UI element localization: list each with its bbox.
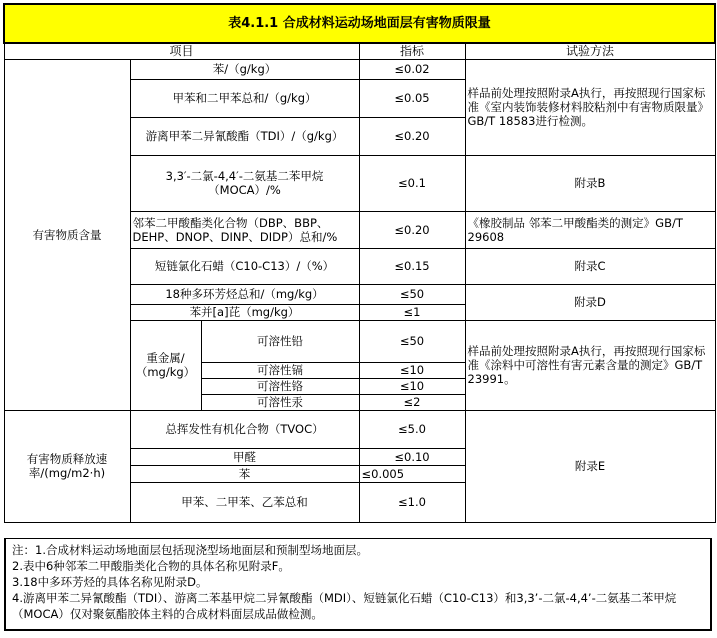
index-cell: ≤0.20 xyxy=(359,211,465,248)
note-line: 4.游离甲苯二异氰酸酯（TDI）、游离二苯基甲烷二异氰酸酯（MDI）、短链氯化石蜡（C10-C13）和3,3’-二氯-4,4’-二氨基二苯甲烷（MOCA）仅对聚氨酯胶体主料的合成材料面层成品做检测。 xyxy=(12,591,677,621)
note-line: 3.18中多环芳烃的具体名称见附录D。 xyxy=(12,575,208,589)
index-cell: ≤0.02 xyxy=(359,59,465,79)
item-cell: 可溶性汞 xyxy=(201,394,359,410)
index-cell: ≤50 xyxy=(359,284,465,304)
index-cell: ≤10 xyxy=(359,362,465,378)
index-cell: ≤0.15 xyxy=(359,248,465,284)
table-title: 表4.1.1 合成材料运动场地面层有害物质限量 xyxy=(4,4,715,43)
method-cell: 样品前处理按照附录A执行，再按照现行国家标准《涂料中可溶性有害元素含量的测定》GB/T 23991。 xyxy=(465,320,715,410)
item-cell: 甲苯、二甲苯、乙苯总和 xyxy=(130,482,359,522)
method-cell: 附录B xyxy=(465,155,715,211)
group-label-release: 有害物质释放速率/(mg/m2·h) xyxy=(4,410,130,522)
item-cell: 甲苯和二甲苯总和/（g/kg） xyxy=(130,79,359,117)
header-method: 试验方法 xyxy=(465,43,715,59)
header-item: 项目 xyxy=(4,43,359,59)
index-cell: ≤0.05 xyxy=(359,79,465,117)
method-cell: 附录D xyxy=(465,284,715,320)
method-cell: 样品前处理按照附录A执行，再按照现行国家标准《室内装饰装修材料胶粘剂中有害物质限量》GB/T 18583进行检测。 xyxy=(465,59,715,155)
index-cell: ≤5.0 xyxy=(359,410,465,448)
item-cell: 短链氯化石蜡（C10-C13）/（%） xyxy=(130,248,359,284)
index-cell: ≤0.1 xyxy=(359,155,465,211)
method-cell: 《橡胶制品 邻苯二甲酸酯类的测定》GB/T 29608 xyxy=(465,211,715,248)
item-cell: 苯 xyxy=(130,465,359,482)
item-cell: 总挥发性有机化合物（TVOC） xyxy=(130,410,359,448)
item-cell: 苯并[a]芘（mg/kg） xyxy=(130,304,359,320)
index-cell: ≤1.0 xyxy=(359,482,465,522)
method-cell: 附录E xyxy=(465,410,715,522)
item-cell: 可溶性铅 xyxy=(201,320,359,362)
index-cell: ≤50 xyxy=(359,320,465,362)
index-cell: ≤0.20 xyxy=(359,117,465,155)
heavy-metal-label: 重金属/（mg/kg） xyxy=(130,320,201,410)
item-cell: 邻苯二甲酸酯类化合物（DBP、BBP、DEHP、DNOP、DINP、DIDP）总和/% xyxy=(130,211,359,248)
limits-table xyxy=(3,3,716,523)
item-cell: 苯/（g/kg） xyxy=(130,59,359,79)
group-label-content: 有害物质含量 xyxy=(4,59,130,410)
item-cell: 可溶性镉 xyxy=(201,362,359,378)
item-cell: 游离甲苯二异氰酸酯（TDI）/（g/kg） xyxy=(130,117,359,155)
index-cell: ≤10 xyxy=(359,378,465,394)
item-cell: 甲醛 xyxy=(130,448,359,465)
index-cell: ≤1 xyxy=(359,304,465,320)
notes-box xyxy=(4,538,712,631)
index-cell: ≤0.10 xyxy=(359,448,465,465)
index-cell: ≤0.005 xyxy=(359,465,465,482)
method-cell: 附录C xyxy=(465,248,715,284)
item-cell: 可溶性铬 xyxy=(201,378,359,394)
item-cell: 3,3′-二氯-4,4′-二氨基二苯甲烷（MOCA）/% xyxy=(130,155,359,211)
item-cell: 18种多环芳烃总和/（mg/kg） xyxy=(130,284,359,304)
note-line: 2.表中6种邻苯二甲酸脂类化合物的具体名称见附录F。 xyxy=(12,559,290,573)
index-cell: ≤2 xyxy=(359,394,465,410)
note-line: 注：1.合成材料运动场地面层包括现浇型场地面层和预制型场地面层。 xyxy=(12,543,368,557)
header-index: 指标 xyxy=(359,43,465,59)
